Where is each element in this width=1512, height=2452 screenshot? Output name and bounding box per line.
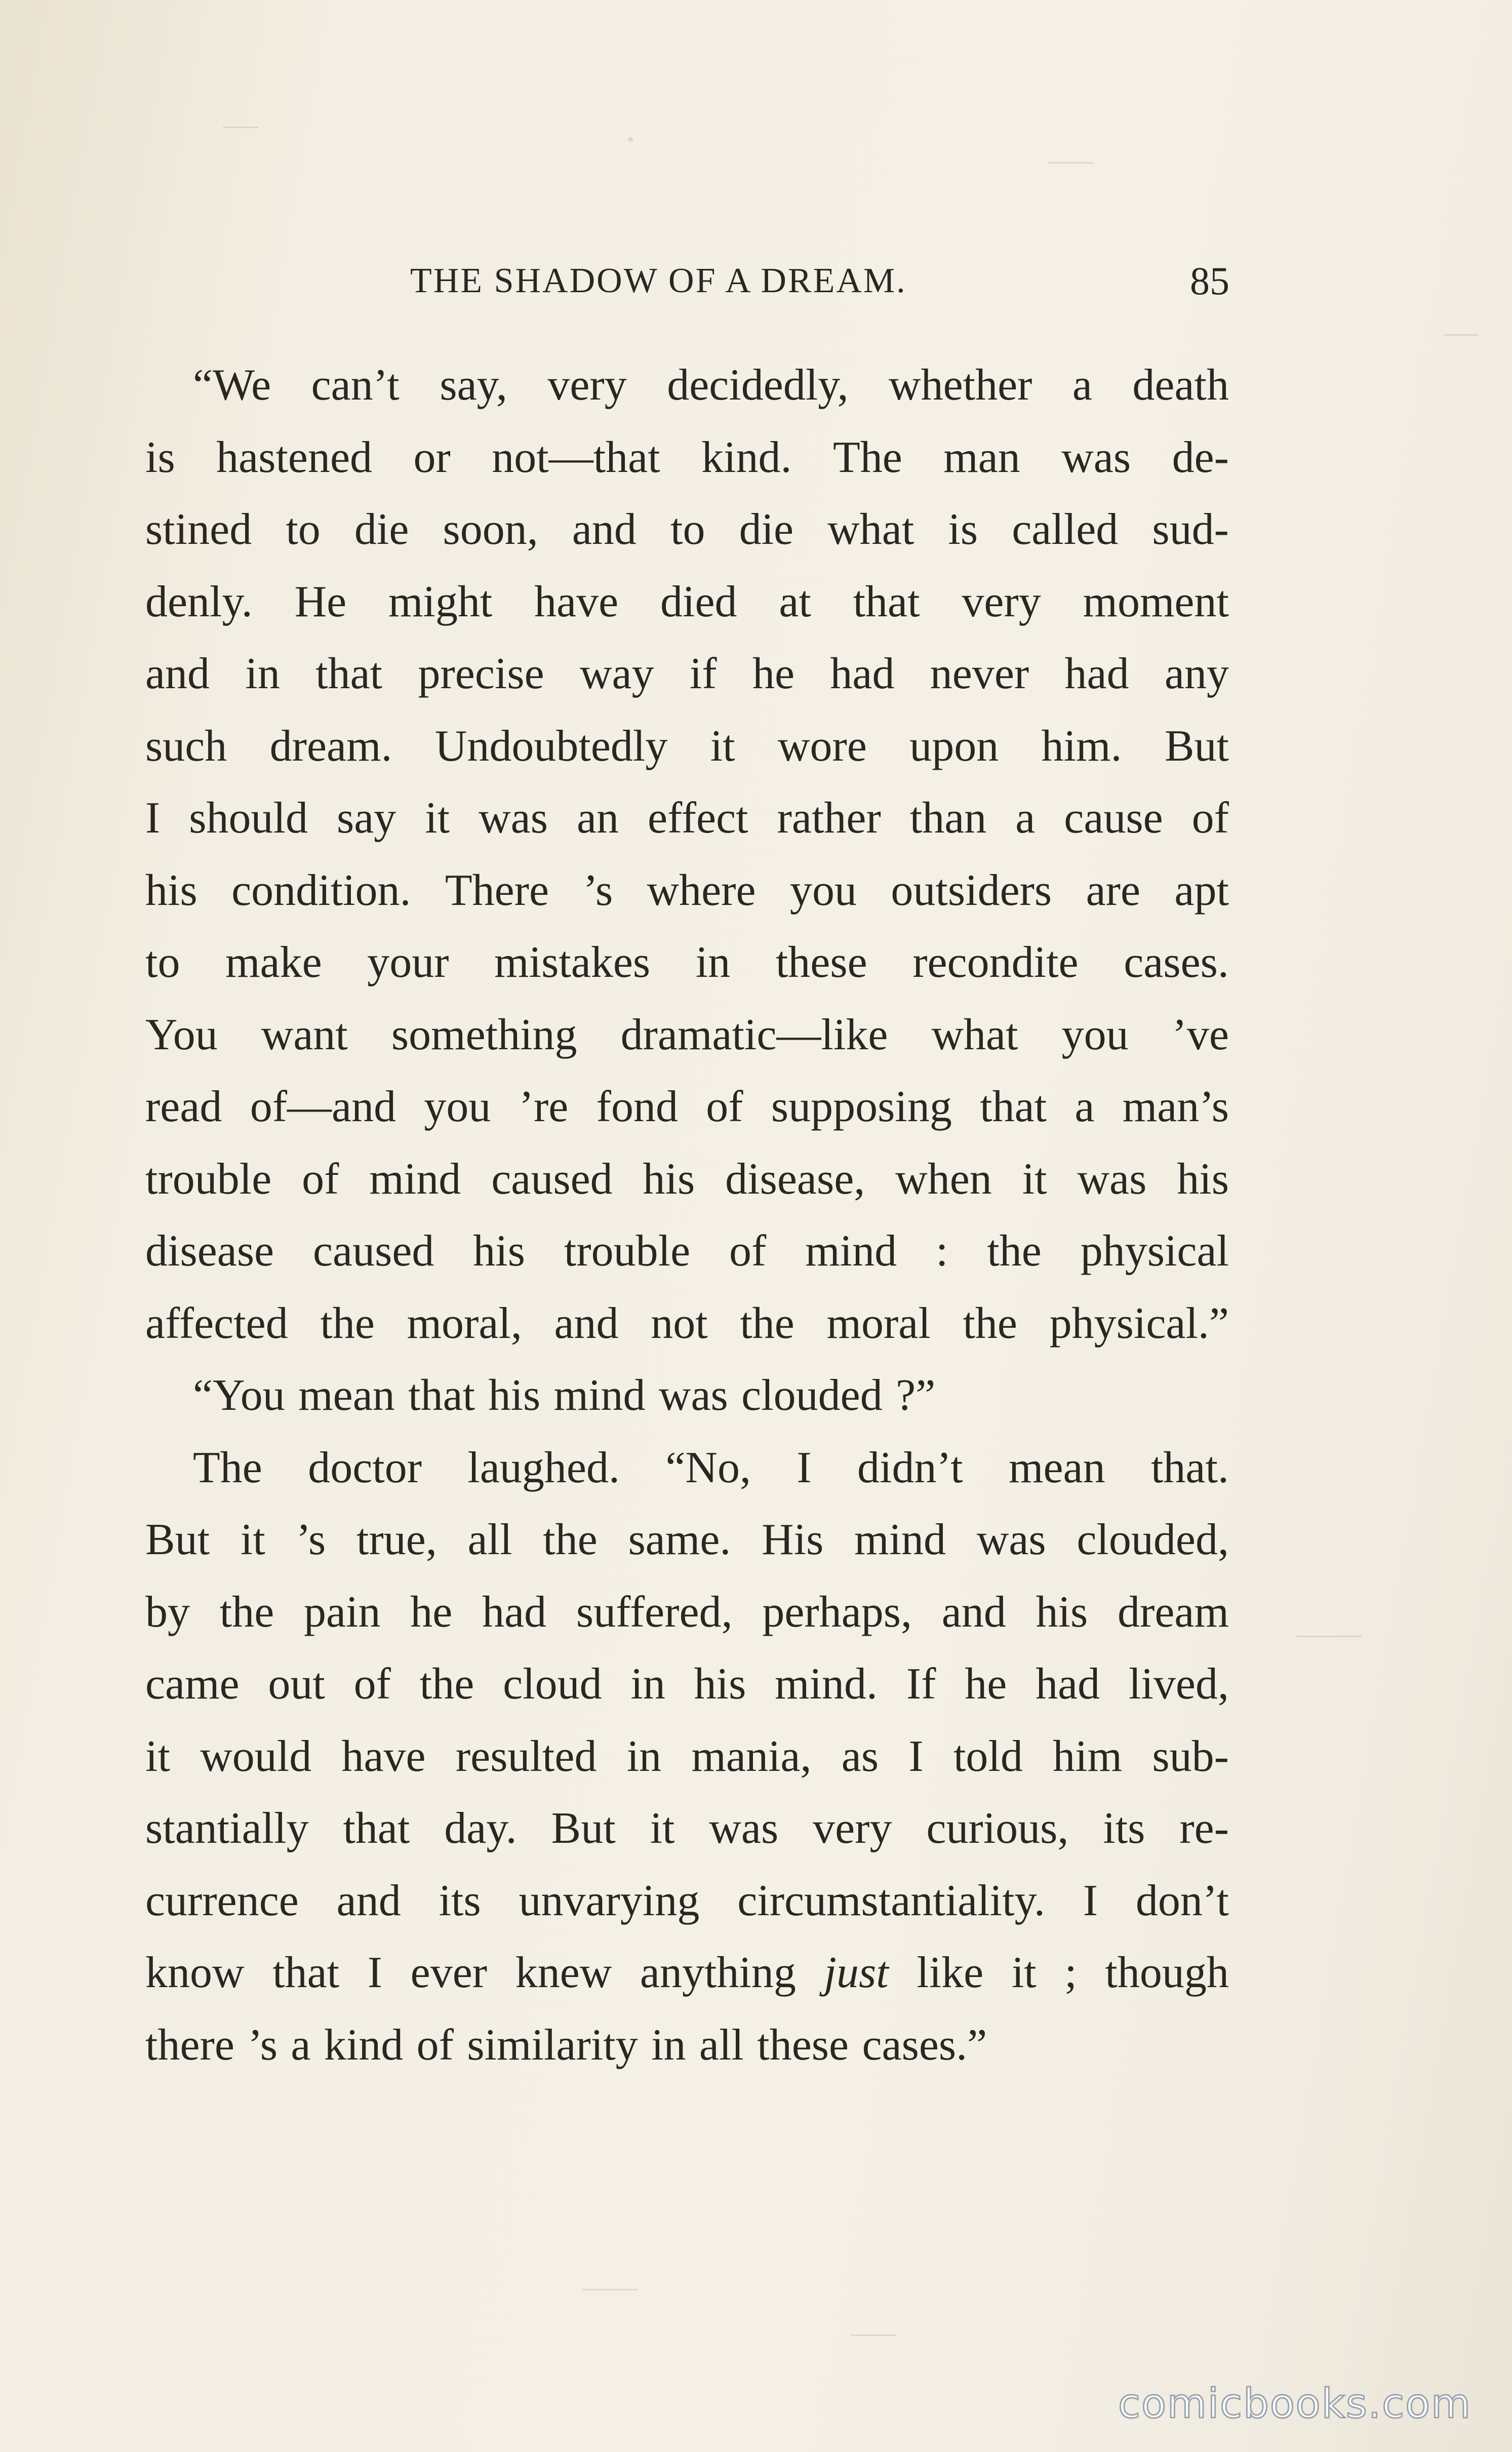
paper-speck xyxy=(851,2335,896,2336)
word: cloud xyxy=(503,1659,602,1709)
word: died xyxy=(660,577,737,626)
word: physical.” xyxy=(1049,1298,1229,1348)
word: curious, xyxy=(926,1804,1069,1853)
word: mind xyxy=(553,1371,646,1420)
word: “No, xyxy=(665,1443,751,1492)
running-title: THE SHADOW OF A DREAM. xyxy=(410,261,907,300)
text-line xyxy=(145,855,1229,927)
word: all xyxy=(699,2020,744,2070)
text-line xyxy=(145,1504,1229,1576)
word: caused xyxy=(491,1154,613,1204)
word: not xyxy=(651,1298,708,1348)
word: precise xyxy=(418,649,544,698)
text-line xyxy=(145,638,1229,710)
word: apt xyxy=(1174,865,1229,915)
word: moment xyxy=(1083,577,1229,626)
text-line xyxy=(145,1865,1229,1937)
word: The xyxy=(193,1443,262,1492)
word: rather xyxy=(777,794,881,843)
word: there xyxy=(145,2020,234,2070)
word: that xyxy=(272,1948,340,1997)
text-line xyxy=(145,1143,1229,1216)
word: mean xyxy=(1009,1443,1105,1492)
word: mistakes xyxy=(494,938,651,987)
word: man xyxy=(943,432,1020,482)
word: he xyxy=(965,1659,1007,1709)
word: of xyxy=(353,1659,391,1709)
text-line xyxy=(145,1288,1229,1360)
body-text xyxy=(145,349,1229,2081)
text-line xyxy=(145,1721,1229,1793)
word: what xyxy=(931,1010,1018,1059)
running-header xyxy=(410,258,1229,304)
word: of xyxy=(1191,794,1229,843)
word: moral xyxy=(826,1298,931,1348)
word: of xyxy=(729,1227,767,1276)
word: resulted xyxy=(455,1731,597,1781)
word: was xyxy=(1077,1154,1147,1204)
word: than xyxy=(909,794,987,843)
word: : xyxy=(935,1227,948,1276)
word: what xyxy=(827,505,914,554)
word: day. xyxy=(444,1804,517,1853)
paper-speck xyxy=(582,2289,638,2290)
word: man’s xyxy=(1122,1082,1229,1131)
word: clouded, xyxy=(1077,1515,1229,1564)
word: that. xyxy=(1150,1443,1229,1492)
word: to xyxy=(670,505,705,554)
word: He xyxy=(294,577,347,626)
text-line xyxy=(145,1937,1229,2009)
word: can’t xyxy=(311,361,400,410)
word: denly. xyxy=(145,577,253,626)
word: his xyxy=(1036,1587,1088,1637)
text-line xyxy=(145,927,1229,999)
word: dream. xyxy=(269,721,392,771)
word: suffered, xyxy=(576,1587,733,1637)
word: that xyxy=(853,577,920,626)
paper-speck xyxy=(1443,334,1479,336)
word: disease, xyxy=(725,1154,865,1204)
word: unvarying xyxy=(519,1876,700,1925)
text-line xyxy=(145,1071,1229,1143)
word: the xyxy=(963,1298,1017,1348)
paper-speck xyxy=(1048,162,1094,164)
word: came xyxy=(145,1659,240,1709)
word: cause xyxy=(1064,794,1163,843)
word: had xyxy=(830,649,895,698)
word: was xyxy=(709,1804,779,1853)
word: But xyxy=(145,1515,210,1564)
word: effect xyxy=(647,794,748,843)
word: mania, xyxy=(691,1731,812,1781)
word: same. xyxy=(628,1515,731,1564)
paper-speck xyxy=(1296,1636,1362,1637)
word: its xyxy=(439,1876,481,1925)
word: and xyxy=(554,1298,619,1348)
text-line xyxy=(145,494,1229,566)
word: knew xyxy=(515,1948,612,1997)
word: ’ve xyxy=(1172,1010,1229,1059)
text-line xyxy=(145,349,1229,422)
word: circumstantiality. xyxy=(737,1876,1045,1925)
word: outsiders xyxy=(891,865,1052,915)
word: ’s xyxy=(583,865,613,915)
word: was xyxy=(1061,432,1131,482)
word: are xyxy=(1086,865,1141,915)
word: like xyxy=(917,1948,984,1997)
word: mind xyxy=(854,1515,946,1564)
word: your xyxy=(367,938,449,987)
word: stantially xyxy=(145,1804,309,1853)
word: that xyxy=(343,1804,410,1853)
page-number: 85 xyxy=(1190,259,1229,303)
word: when xyxy=(895,1154,992,1204)
word: sub- xyxy=(1152,1731,1229,1781)
word: at xyxy=(779,577,811,626)
word: in xyxy=(695,938,731,987)
word: caused xyxy=(313,1227,434,1276)
word: the xyxy=(320,1298,375,1348)
word: ?” xyxy=(896,1371,936,1420)
word: die xyxy=(354,505,409,554)
word: want xyxy=(261,1010,348,1059)
word: these xyxy=(775,938,867,987)
word: had xyxy=(482,1587,547,1637)
word: mean xyxy=(298,1371,395,1420)
word: it xyxy=(710,721,735,771)
word: currence xyxy=(145,1876,299,1925)
word: if xyxy=(689,649,717,698)
word: you xyxy=(1061,1010,1129,1059)
word: just xyxy=(824,1948,889,1997)
word: know xyxy=(145,1948,245,1997)
word: death xyxy=(1132,361,1229,410)
word: soon, xyxy=(443,505,538,554)
word: all xyxy=(467,1515,512,1564)
word: cases.” xyxy=(862,2020,987,2070)
word: didn’t xyxy=(857,1443,963,1492)
word: had xyxy=(1036,1659,1100,1709)
text-line xyxy=(145,999,1229,1072)
word: upon xyxy=(909,721,999,771)
word: never xyxy=(930,649,1029,698)
word: But xyxy=(1164,721,1229,771)
word: and xyxy=(572,505,636,554)
word: he xyxy=(752,649,795,698)
word: supposing xyxy=(771,1082,952,1131)
word: dream xyxy=(1118,1587,1229,1637)
word: the xyxy=(419,1659,474,1709)
word: ’s xyxy=(248,2020,277,2070)
word: ’re xyxy=(519,1082,569,1131)
word: told xyxy=(953,1731,1023,1781)
word: you xyxy=(790,865,857,915)
word: a xyxy=(291,2020,311,2070)
word: it xyxy=(650,1804,675,1853)
word: “You xyxy=(193,1371,285,1420)
word: sud- xyxy=(1152,505,1229,554)
word: say xyxy=(336,794,396,843)
word: cases. xyxy=(1124,938,1229,987)
text-line xyxy=(145,1793,1229,1865)
word: perhaps, xyxy=(762,1587,912,1637)
word: lived, xyxy=(1128,1659,1229,1709)
text-line xyxy=(145,1576,1229,1649)
word: I xyxy=(908,1731,924,1781)
word: say, xyxy=(440,361,507,410)
word: mind. xyxy=(775,1659,878,1709)
word: it xyxy=(240,1515,265,1564)
word: mind xyxy=(805,1227,897,1276)
word: “We xyxy=(193,361,271,410)
word: de- xyxy=(1172,432,1229,482)
word: very xyxy=(547,361,627,410)
word: would xyxy=(200,1731,312,1781)
word: ’s xyxy=(296,1515,326,1564)
word: not—that xyxy=(492,432,660,482)
word: don’t xyxy=(1135,1876,1229,1925)
word: whether xyxy=(889,361,1032,410)
word: have xyxy=(534,577,619,626)
word: that xyxy=(980,1082,1047,1131)
word: might xyxy=(388,577,493,626)
text-line xyxy=(145,1648,1229,1721)
word: his xyxy=(488,1371,541,1420)
word: it xyxy=(1022,1154,1047,1204)
word: a xyxy=(1072,361,1092,410)
word: make xyxy=(225,938,322,987)
word: where xyxy=(647,865,756,915)
word: of xyxy=(416,2020,454,2070)
word: was xyxy=(479,794,548,843)
text-line xyxy=(145,422,1229,494)
word: ever xyxy=(410,1948,488,1997)
word: these xyxy=(757,2020,849,2070)
word: very xyxy=(813,1804,892,1853)
word: read xyxy=(145,1082,222,1131)
word: an xyxy=(576,794,619,843)
word: I xyxy=(367,1948,383,1997)
word: the xyxy=(740,1298,794,1348)
word: had xyxy=(1064,649,1129,698)
watermark-logo: comicbooks.com xyxy=(1118,2380,1472,2427)
text-line xyxy=(145,782,1229,855)
text-line xyxy=(145,2009,1229,2082)
word: There xyxy=(445,865,549,915)
word: ; xyxy=(1064,1948,1077,1997)
word: he xyxy=(410,1587,453,1637)
word: laughed. xyxy=(467,1443,620,1492)
word: to xyxy=(286,505,321,554)
word: that xyxy=(315,649,383,698)
word: of—and xyxy=(250,1082,396,1131)
word: If xyxy=(906,1659,936,1709)
word: true, xyxy=(356,1515,437,1564)
text-line xyxy=(145,1432,1229,1505)
word: die xyxy=(739,505,794,554)
word: fond xyxy=(596,1082,678,1131)
word: you xyxy=(424,1082,491,1131)
word: have xyxy=(341,1731,426,1781)
paper-speck xyxy=(628,137,633,142)
word: by xyxy=(145,1587,190,1637)
word: his xyxy=(473,1227,525,1276)
word: the xyxy=(543,1515,598,1564)
word: in xyxy=(651,2020,686,2070)
text-line xyxy=(145,710,1229,783)
word: something xyxy=(391,1010,577,1059)
word: that xyxy=(408,1371,475,1420)
word: The xyxy=(833,432,902,482)
paper-speck xyxy=(223,127,258,128)
word: his xyxy=(145,865,197,915)
word: and xyxy=(145,649,210,698)
text-line xyxy=(145,1360,1229,1432)
word: was xyxy=(976,1515,1046,1564)
word: moral, xyxy=(407,1298,522,1348)
word: re- xyxy=(1179,1804,1229,1853)
word: was xyxy=(658,1371,728,1420)
text-line xyxy=(145,566,1229,639)
word: it xyxy=(1011,1948,1037,1997)
word: disease xyxy=(145,1227,274,1276)
word: I xyxy=(797,1443,812,1492)
word: similarity xyxy=(467,2020,638,2070)
word: wore xyxy=(777,721,867,771)
word: way xyxy=(579,649,654,698)
word: of xyxy=(706,1082,743,1131)
word: in xyxy=(245,649,280,698)
word: kind xyxy=(324,2020,404,2070)
word: Undoubtedly xyxy=(434,721,668,771)
word: such xyxy=(145,721,227,771)
word: and xyxy=(941,1587,1006,1637)
text-line xyxy=(145,1215,1229,1288)
word: clouded xyxy=(741,1371,883,1420)
word: and xyxy=(336,1876,401,1925)
word: in xyxy=(626,1731,662,1781)
word: him xyxy=(1053,1731,1123,1781)
word: should xyxy=(189,794,308,843)
word: it xyxy=(145,1731,170,1781)
word: his xyxy=(643,1154,695,1204)
word: his xyxy=(1177,1154,1229,1204)
word: I xyxy=(1083,1876,1098,1925)
word: His xyxy=(762,1515,824,1564)
word: or xyxy=(413,432,451,482)
word: as xyxy=(841,1731,879,1781)
word: stined xyxy=(145,505,252,554)
word: physical xyxy=(1080,1227,1229,1276)
word: condition. xyxy=(231,865,411,915)
word: But xyxy=(551,1804,616,1853)
word: affected xyxy=(145,1298,288,1348)
word: to xyxy=(145,938,180,987)
word: is xyxy=(145,432,175,482)
word: kind. xyxy=(701,432,792,482)
word: trouble xyxy=(145,1154,272,1204)
word: doctor xyxy=(308,1443,422,1492)
word: dramatic—like xyxy=(620,1010,888,1059)
word: decidedly, xyxy=(667,361,849,410)
word: of xyxy=(302,1154,339,1204)
word: trouble xyxy=(564,1227,691,1276)
word: anything xyxy=(640,1948,796,1997)
word: hastened xyxy=(216,432,373,482)
word: recondite xyxy=(912,938,1079,987)
word: a xyxy=(1015,794,1036,843)
word: is xyxy=(948,505,978,554)
word: I xyxy=(145,794,161,843)
word: his xyxy=(694,1659,746,1709)
word: mind xyxy=(369,1154,461,1204)
word: pain xyxy=(304,1587,381,1637)
word: the xyxy=(987,1227,1042,1276)
word: in xyxy=(630,1659,665,1709)
word: called xyxy=(1012,505,1119,554)
word: out xyxy=(268,1659,325,1709)
word: him. xyxy=(1041,721,1122,771)
word: though xyxy=(1105,1948,1229,1997)
word: You xyxy=(145,1010,218,1059)
word: the xyxy=(219,1587,274,1637)
word: it xyxy=(425,794,450,843)
word: very xyxy=(962,577,1041,626)
word: any xyxy=(1164,649,1229,698)
word: its xyxy=(1103,1804,1145,1853)
word: a xyxy=(1075,1082,1095,1131)
